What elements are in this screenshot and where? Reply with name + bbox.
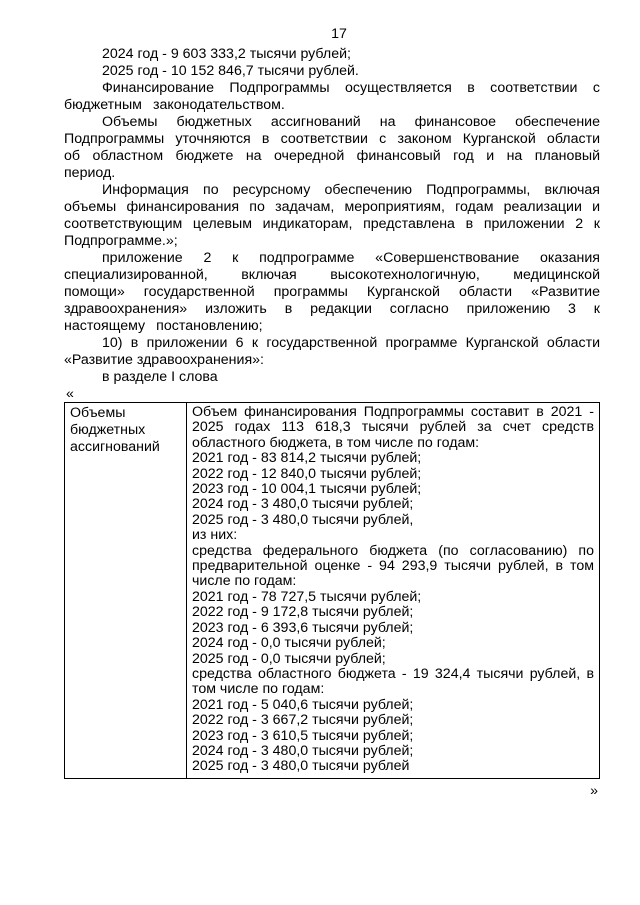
paragraph-volumes: Объемы бюджетных ассигнований на финансовое обеспечение Подпрограммы уточняются в соответствии с законом Курганской области об областном бюджете на очередной финансовый год и на плановый период. xyxy=(64,114,600,181)
line-2025-total: 2025 год - 10 152 846,7 тысячи рублей. xyxy=(102,63,359,79)
line-2024-total: 2024 год - 9 603 333,2 тысячи рублей; xyxy=(102,46,351,62)
content-line: 2023 год - 6 393,6 тысячи рублей; xyxy=(192,619,414,636)
content-line: 2022 год - 9 172,8 тысячи рублей; xyxy=(192,604,414,621)
document-page xyxy=(64,26,600,800)
table-row xyxy=(65,403,600,779)
content-line: 2022 год - 3 667,2 тысячи рублей; xyxy=(192,712,414,729)
content-line: 2024 год - 0,0 тысячи рублей; xyxy=(192,635,386,652)
content-line: 2021 год - 5 040,6 тысячи рублей; xyxy=(192,696,414,713)
content-line: 2023 год - 10 004,1 тысячи рублей; xyxy=(192,481,422,498)
paragraph-info: Информация по ресурсному обеспечению Подпрограммы, включая объемы финансирования по задачам, мероприятиям, годам реализации и соответствующим целевым индикаторам, представлена в приложении 2 к Подпрограмме.»; xyxy=(64,182,600,249)
content-line: 2025 год - 3 480,0 тысячи рублей, xyxy=(192,511,414,528)
content-line: 2024 год - 3 480,0 тысячи рублей; xyxy=(192,742,414,759)
content-line: 2022 год - 12 840,0 тысячи рублей; xyxy=(192,465,422,482)
content-line: Объем финансирования Подпрограммы составит в 2021 - 2025 годах 113 618,3 тысячи рублей за счет средств областного бюджета, в том числе по годам: xyxy=(192,404,594,451)
paragraph-section: в разделе I слова xyxy=(102,369,218,385)
table-content-cell xyxy=(187,403,600,779)
paragraph-financing: Финансирование Подпрограммы осуществляется в соответствии с бюджетным законодательством. xyxy=(64,80,600,113)
paragraph-item-10: 10) в приложении 6 к государственной программе Курганской области «Развитие здравоохранения»: xyxy=(64,335,600,368)
paragraph-appendix: приложение 2 к подпрограмме «Совершенствование оказания специализированной, включая высокотехнологичную, медицинской помощи» государственной программы Курганской области «Развитие здравоохранения» изложить в редакции согласно приложению 3 к настоящему постановлению; xyxy=(64,250,600,334)
content-line: 2025 год - 0,0 тысячи рублей; xyxy=(192,650,386,667)
content-line: 2023 год - 3 610,5 тысячи рублей; xyxy=(192,727,414,744)
table-label: Объемы бюджетных ассигнований xyxy=(70,405,160,455)
table-label-cell xyxy=(65,403,187,779)
content-line: средства федерального бюджета (по согласованию) по предварительной оценке - 94 293,9 тысячи рублей, в том числе по годам: xyxy=(192,542,594,590)
content-line: 2021 год - 78 727,5 тысячи рублей; xyxy=(192,588,422,605)
content-line: средства областного бюджета - 19 324,4 тысячи рублей, в том числе по годам: xyxy=(192,665,594,698)
opening-quote: « xyxy=(66,386,74,402)
page-number: 17 xyxy=(331,26,347,42)
content-line: из них: xyxy=(192,527,238,544)
financing-table xyxy=(64,402,600,779)
content-line: 2024 год - 3 480,0 тысячи рублей; xyxy=(192,496,414,513)
content-line: 2025 год - 3 480,0 тысячи рублей xyxy=(192,758,410,775)
content-line: 2021 год - 83 814,2 тысячи рублей; xyxy=(192,450,422,467)
closing-quote: » xyxy=(590,782,598,799)
